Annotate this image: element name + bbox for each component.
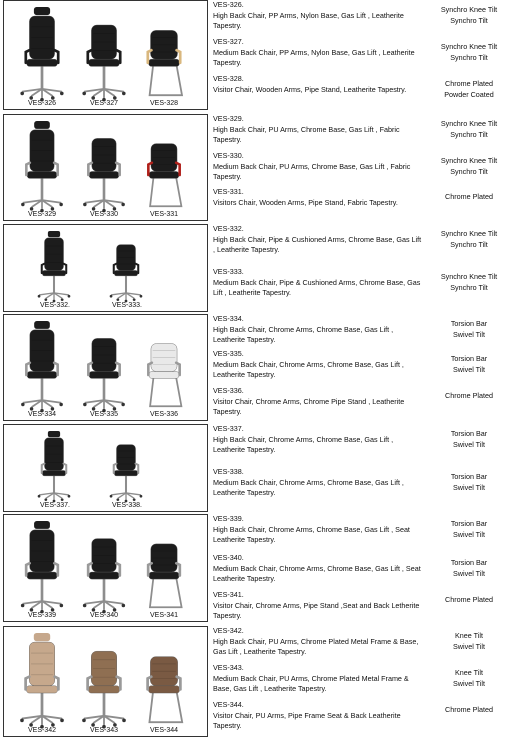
mechanism-line: Synchro Knee Tilt: [440, 229, 498, 238]
chair-photo-ves-333: [110, 245, 143, 303]
mechanism-line: Synchro Knee Tilt: [440, 5, 498, 14]
mechanism-spec: [429, 79, 509, 100]
product-description: High Back Chair, PU Arms, Chrome Base, Gas Lift , Fabric Tapestry.: [213, 124, 400, 144]
mechanism-line: Torsion Bar: [450, 558, 488, 567]
mechanism-spec: [429, 192, 509, 203]
mechanism-spec: [429, 156, 509, 177]
mechanism-line: Knee Tilt: [455, 631, 483, 640]
chair-code-label: VES-338.: [112, 502, 142, 509]
product-photo-panel: [3, 314, 208, 421]
product-entry: [213, 424, 423, 456]
mechanism-line: Synchro Tilt: [450, 166, 488, 176]
product-code: VES-339.: [213, 514, 244, 523]
product-photo-panel: [3, 424, 208, 512]
product-description: Visitor Chair, Chrome Arms, Pipe Stand ,Seat and Back Letherite Tapestry.: [213, 600, 420, 620]
mechanism-line: Synchro Tilt: [450, 52, 488, 62]
product-description: High Back Chair, Chrome Arms, Chrome Base, Gas Lift , Seat Leatherite Tapestry.: [213, 524, 410, 544]
product-description: High Back Chair, Pipe & Cushioned Arms, Chrome Base, Gas Lift , Leatherite Tapestry.: [213, 234, 422, 254]
mechanism-line: Synchro Knee Tilt: [440, 272, 498, 281]
chair-code-label: VES-343: [90, 727, 119, 734]
product-description: Medium Back Chair, PU Arms, Chrome Base, Gas Lift , Fabric Tapestry.: [213, 161, 411, 181]
chair-code-label: VES-339: [28, 612, 57, 619]
product-entry: [213, 386, 423, 418]
mechanism-spec: [429, 391, 509, 402]
product-code: VES-336.: [213, 386, 244, 395]
chair-photos: [4, 627, 207, 736]
chair-photo-ves-339: [21, 521, 63, 613]
mechanism-line: Synchro Knee Tilt: [440, 156, 498, 165]
chair-code-label: VES-332.: [40, 302, 70, 309]
product-code: VES-329.: [213, 114, 244, 123]
product-entry: [213, 663, 423, 695]
product-entry: [213, 349, 423, 381]
product-description: Medium Back Chair, PP Arms, Nylon Base, Gas Lift , Leatherite Tapestry.: [213, 47, 415, 67]
product-code: VES-340.: [213, 553, 244, 562]
chair-code-label: VES-329: [28, 211, 57, 218]
mechanism-spec: [429, 354, 509, 375]
mechanism-line: Synchro Knee Tilt: [440, 119, 498, 128]
chair-code-label: VES-335: [90, 411, 119, 418]
mechanism-spec: [429, 631, 509, 652]
product-entry: [213, 224, 423, 256]
mechanism-line: Knee Tilt: [455, 668, 483, 677]
chair-photos: [4, 225, 207, 311]
mechanism-spec: [429, 668, 509, 689]
mechanism-line: Chrome Plated: [445, 705, 493, 714]
chair-photo-ves-327: [82, 25, 125, 101]
mechanism-line: Swivel Tilt: [453, 568, 485, 578]
mechanism-line: Torsion Bar: [450, 519, 488, 528]
product-code: VES-341.: [213, 590, 244, 599]
product-entry: [213, 626, 423, 658]
product-photo-panel: [3, 224, 208, 312]
mechanism-line: Synchro Knee Tilt: [440, 42, 498, 51]
product-code: VES-337.: [213, 424, 244, 433]
mechanism-spec: [429, 472, 509, 493]
chair-code-label: VES-334: [28, 411, 57, 418]
chair-code-label: VES-328: [150, 100, 179, 107]
product-entry: [213, 700, 423, 732]
catalog-section: [3, 114, 513, 221]
chair-photo-ves-342: [20, 633, 64, 729]
product-code: VES-338.: [213, 467, 244, 476]
product-entry: [213, 151, 423, 183]
mechanism-spec: [429, 519, 509, 540]
product-entry: [213, 514, 423, 546]
product-entry: [213, 37, 423, 69]
product-entry: [213, 314, 423, 346]
product-code: VES-332.: [213, 224, 244, 233]
mechanism-spec: [429, 119, 509, 140]
catalog-section: [3, 424, 513, 512]
mechanism-spec: [429, 558, 509, 579]
chair-code-label: VES-327: [90, 100, 119, 107]
mechanism-line: Torsion Bar: [450, 429, 488, 438]
chair-code-label: VES-326: [28, 100, 57, 107]
product-entry: [213, 187, 423, 208]
chair-photos: [4, 315, 207, 420]
mechanism-line: Torsion Bar: [450, 472, 488, 481]
chair-photo-ves-329: [21, 121, 63, 212]
mechanism-line: Synchro Tilt: [450, 282, 488, 292]
product-description: High Back Chair, PU Arms, Chrome Plated Metal Frame & Base, Gas Lift , Leatherite Tapestry.: [213, 636, 419, 656]
chair-code-label: VES-344: [150, 727, 179, 734]
chair-code-label: VES-340: [90, 612, 119, 619]
mechanism-line: Synchro Tilt: [450, 129, 488, 139]
product-description: High Back Chair, Chrome Arms, Chrome Base, Gas Lift , Leatherite Tapestry.: [213, 434, 394, 454]
product-photo-panel: [3, 626, 208, 737]
chair-photo-ves-340: [83, 539, 125, 614]
chair-photo-ves-341: [148, 544, 181, 607]
chair-photo-ves-335: [83, 338, 125, 412]
product-entry: [213, 114, 423, 146]
mechanism-spec: [429, 272, 509, 293]
mechanism-line: Swivel Tilt: [453, 364, 485, 374]
product-entry: [213, 553, 423, 585]
chair-photo-ves-343: [82, 651, 126, 728]
catalog-section: [3, 224, 513, 312]
product-description: Medium Back Chair, Chrome Arms, Chrome Base, Gas Lift , Leatherite Tapestry.: [213, 359, 404, 379]
product-description: Medium Back Chair, Chrome Arms, Chrome Base, Gas Lift , Seat Leatherite Tapestry.: [213, 563, 421, 583]
mechanism-line: Swivel Tilt: [453, 439, 485, 449]
chair-photo-ves-328: [148, 30, 182, 95]
product-code: VES-343.: [213, 663, 244, 672]
chair-photo-ves-334: [21, 321, 63, 412]
mechanism-line: Swivel Tilt: [453, 529, 485, 539]
chair-photo-ves-337: [38, 431, 71, 502]
chair-photo-ves-336: [148, 344, 181, 407]
product-entry: [213, 590, 423, 622]
product-description: Medium Back Chair, Pipe & Cushioned Arms, Chrome Base, Gas Lift , Leatherite Tapestry.: [213, 277, 421, 297]
catalog-section: [3, 626, 513, 737]
product-description: High Back Chair, PP Arms, Nylon Base, Gas Lift , Leatherite Tapestry.: [213, 10, 404, 30]
product-entry: [213, 467, 423, 499]
product-code: VES-330.: [213, 151, 244, 160]
product-description: Visitor Chair, Chrome Arms, Chrome Pipe Stand , Leatherite Tapestry.: [213, 396, 405, 416]
mechanism-spec: [429, 42, 509, 63]
mechanism-line: Synchro Tilt: [450, 239, 488, 249]
product-code: VES-344.: [213, 700, 244, 709]
chair-code-label: VES-342: [28, 727, 57, 734]
chair-photos: [4, 1, 207, 109]
product-code: VES-326.: [213, 0, 244, 9]
mechanism-line: Chrome Plated: [445, 79, 493, 88]
chair-code-label: VES-341: [150, 612, 179, 619]
chair-code-label: VES-337.: [40, 502, 70, 509]
mechanism-line: Torsion Bar: [450, 319, 488, 328]
mechanism-spec: [429, 229, 509, 250]
product-description: Visitors Chair, Wooden Arms, Pipe Stand, Fabric Tapestry.: [213, 197, 398, 207]
mechanism-line: Powder Coated: [444, 89, 494, 99]
mechanism-spec: [429, 319, 509, 340]
mechanism-spec: [429, 429, 509, 450]
product-description: Visitor Chair, Wooden Arms, Pipe Stand, Leatherite Tapestry.: [213, 84, 407, 94]
mechanism-line: Chrome Plated: [445, 595, 493, 604]
chair-photo-ves-344: [148, 657, 183, 723]
product-description: Medium Back Chair, PU Arms, Chrome Plated Metal Frame & Base, Gas Lift , Leatherite Tapestry.: [213, 673, 409, 693]
product-photo-panel: [3, 0, 208, 110]
chair-photo-ves-338: [110, 445, 143, 503]
product-photo-panel: [3, 514, 208, 622]
product-entry: [213, 267, 423, 299]
mechanism-line: Torsion Bar: [450, 354, 488, 363]
mechanism-line: Swivel Tilt: [453, 482, 485, 492]
mechanism-line: Swivel Tilt: [453, 329, 485, 339]
product-code: VES-342.: [213, 626, 244, 635]
product-code: VES-335.: [213, 349, 244, 358]
product-code: VES-327.: [213, 37, 244, 46]
product-code: VES-334.: [213, 314, 244, 323]
chair-photos: [4, 515, 207, 621]
product-photo-panel: [3, 114, 208, 221]
chair-photos: [4, 115, 207, 220]
catalog-section: [3, 314, 513, 421]
chair-photo-ves-332: [38, 231, 71, 302]
mechanism-line: Chrome Plated: [445, 391, 493, 400]
mechanism-spec: [429, 705, 509, 716]
chair-code-label: VES-333.: [112, 302, 142, 309]
product-code: VES-333.: [213, 267, 244, 276]
product-description: Medium Back Chair, Chrome Arms, Chrome Base, Gas Lift , Leatherite Tapestry.: [213, 477, 404, 497]
mechanism-line: Synchro Tilt: [450, 15, 488, 25]
chair-photo-ves-331: [148, 144, 181, 207]
product-description: Visitor Chair, PU Arms, Pipe Frame Seat & Back Leatherite Tapestry.: [213, 710, 401, 730]
chair-photos: [4, 425, 207, 511]
mechanism-line: Swivel Tilt: [453, 678, 485, 688]
chair-photo-ves-330: [83, 138, 125, 212]
chair-code-label: VES-331: [150, 211, 179, 218]
mechanism-line: Swivel Tilt: [453, 641, 485, 651]
catalog-section: [3, 0, 513, 110]
product-code: VES-331.: [213, 187, 244, 196]
mechanism-spec: [429, 5, 509, 26]
mechanism-spec: [429, 595, 509, 606]
product-description: High Back Chair, Chrome Arms, Chrome Base, Gas Lift , Leatherite Tapestry.: [213, 324, 394, 344]
product-code: VES-328.: [213, 74, 244, 83]
chair-code-label: VES-336: [150, 411, 179, 418]
catalog-section: [3, 514, 513, 622]
chair-code-label: VES-330: [90, 211, 119, 218]
product-entry: [213, 74, 423, 95]
chair-photo-ves-326: [20, 7, 63, 101]
product-entry: [213, 0, 423, 32]
mechanism-line: Chrome Plated: [445, 192, 493, 201]
